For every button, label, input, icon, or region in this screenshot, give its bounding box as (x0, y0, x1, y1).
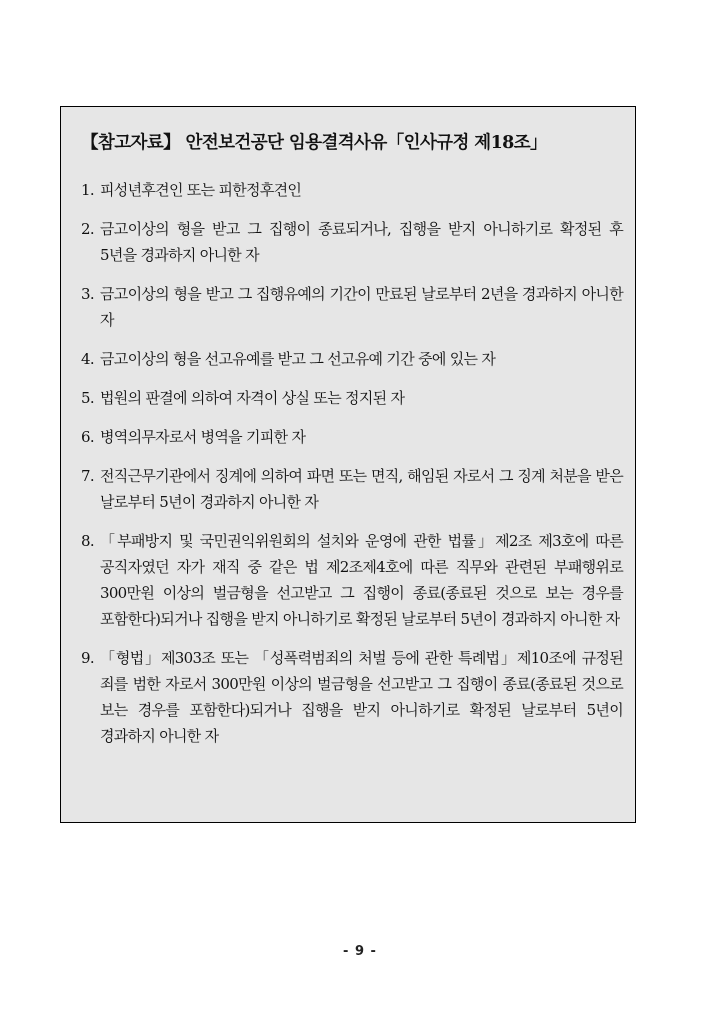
item-text: 피성년후견인 또는 피한정후견인 (100, 181, 302, 199)
list-item (81, 216, 623, 268)
list-item (81, 463, 623, 515)
item-number: 1. (81, 181, 94, 199)
list-item (81, 385, 623, 411)
item-number: 3. (81, 285, 94, 303)
list-item (81, 645, 623, 749)
item-number: 7. (81, 467, 94, 485)
item-text: 「형법」제303조 또는 「성폭력범죄의 처벌 등에 관한 특례법」제10조에 규정된 죄를 범한 자로서 300만원 이상의 벌금형을 선고받고 그 집행이 종료(종료된 것으로 보는 경우를 포함한다)되거나 집행을 받지 아니하기로 확정된 날로부터 5년이 경과하지 아니한 자 (100, 649, 623, 745)
item-text: 금고이상의 형을 선고유예를 받고 그 선고유예 기간 중에 있는 자 (100, 350, 496, 368)
item-text: 전직근무기관에서 징계에 의하여 파면 또는 면직, 해임된 자로서 그 징계 처분을 받은 날로부터 5년이 경과하지 아니한 자 (100, 467, 623, 511)
list-item (81, 346, 623, 372)
item-text: 「부패방지 및 국민권익위원회의 설치와 운영에 관한 법률」제2조 제3호에 따른 공직자였던 자가 재직 중 같은 법 제2조제4호에 따른 직무와 관련된 부패행위로 300만원 이상의 벌금형을 선고받고 그 집행이 종료(종료된 것으로 보는 경우를 포함한다)되거나 집행을 받지 아니하기로 확정된 날로부터 5년이 경과하지 아니한 자 (100, 532, 623, 628)
reference-box (60, 106, 636, 823)
item-text: 금고이상의 형을 받고 그 집행유예의 기간이 만료된 날로부터 2년을 경과하지 아니한 자 (100, 285, 623, 329)
item-text: 병역의무자로서 병역을 기피한 자 (100, 428, 306, 446)
list-item (81, 281, 623, 333)
item-number: 2. (81, 220, 94, 238)
item-number: 5. (81, 389, 94, 407)
list-item (81, 177, 623, 203)
item-number: 6. (81, 428, 94, 446)
disqualification-list (81, 177, 623, 749)
item-number: 4. (81, 350, 94, 368)
reference-title: 【참고자료】 안전보건공단 임용결격사유「인사규정 제18조」 (81, 133, 547, 153)
item-number: 9. (81, 649, 94, 667)
list-item (81, 424, 623, 450)
page-number: - 9 - (343, 944, 377, 959)
item-text: 법원의 판결에 의하여 자격이 상실 또는 정지된 자 (100, 389, 405, 407)
list-item (81, 528, 623, 632)
item-number: 8. (81, 532, 94, 550)
item-text: 금고이상의 형을 받고 그 집행이 종료되거나, 집행을 받지 아니하기로 확정된 후 5년을 경과하지 아니한 자 (100, 220, 623, 264)
